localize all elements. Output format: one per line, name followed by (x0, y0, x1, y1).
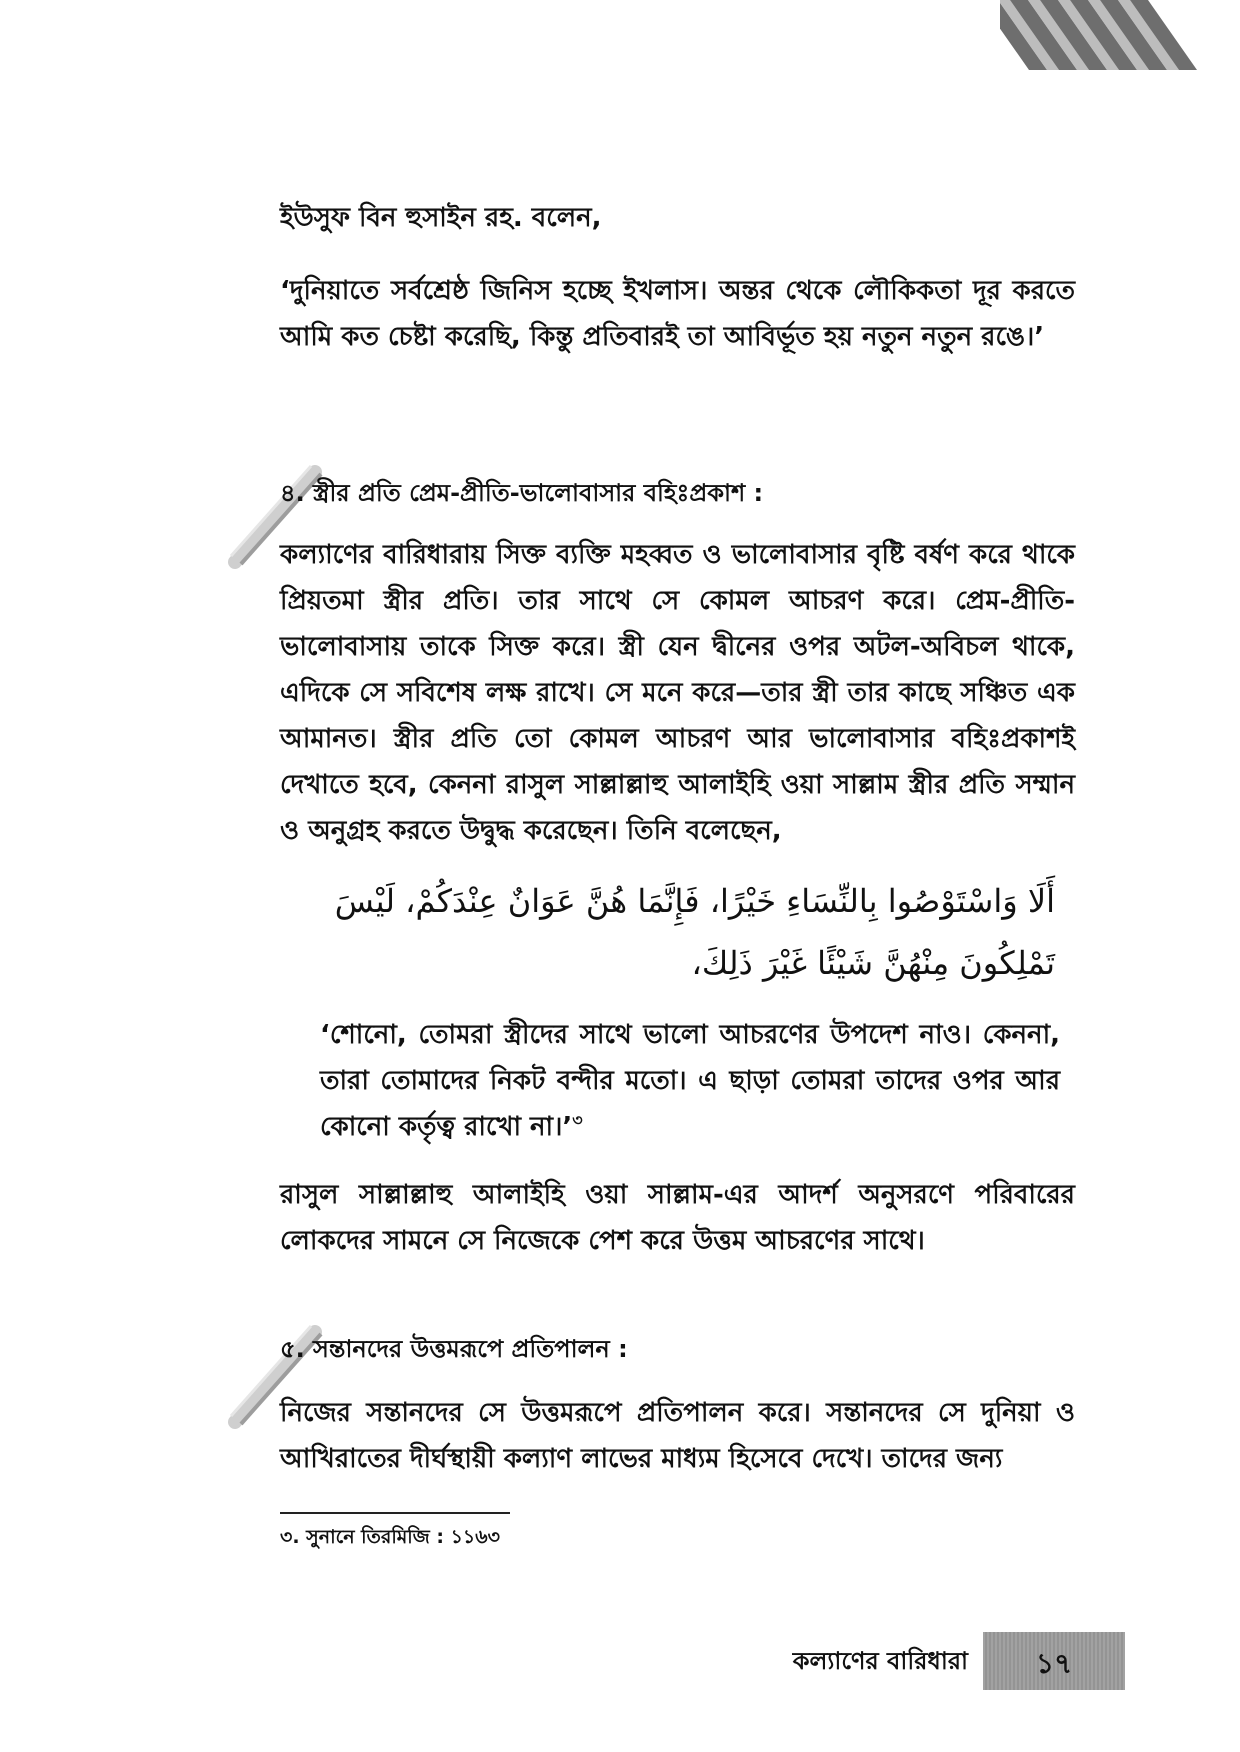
section-4-body (280, 532, 1075, 854)
hadith-translation-text: ‘শোনো, তোমরা স্ত্রীদের সাথে ভালো আচরণের উপদেশ নাও। কেননা, তারা তোমাদের নিকট বন্দীর মতো। এ ছাড়া তোমরা তাদের ওপর আর কোনো কর্তৃত্ব রাখো না।’ (320, 1020, 1060, 1142)
section-4-heading: ৪. স্ত্রীর প্রতি প্রেম-প্রীতি-ভালোবাসার বহিঃপ্রকাশ : (280, 479, 764, 507)
arabic-hadith: أَلَا وَاسْتَوْصُوا بِالنِّسَاءِ خَيْرًا، فَإِنَّمَا هُنَّ عَوَانٌ عِنْدَكُمْ، لَيْسَ تَمْلِكُونَ مِنْهُنَّ شَيْئًا غَيْرَ ذَلِكَ، (334, 882, 1055, 982)
hadith-translation (320, 1012, 1060, 1150)
footnote-ref[interactable]: ৩ (572, 1110, 583, 1130)
page-number: ১৭ (1035, 1647, 1073, 1680)
footnote-divider (280, 1512, 510, 1514)
section-5-body (280, 1390, 1075, 1482)
quote-ikhlas-text: ‘দুনিয়াতে সর্বশ্রেষ্ঠ জিনিস হচ্ছে ইখলাস। অন্তর থেকে লৌকিকতা দূর করতে আমি কত চেষ্টা করেছি, কিন্তু প্রতিবারই তা আবির্ভূত হয় নতুন নতুন রঙে।’ (280, 276, 1075, 352)
running-footer-title: কল্যাণের বারিধারা (792, 1647, 968, 1675)
corner-stripes (1000, 0, 1240, 70)
section-4-closing-text: রাসুল সাল্লাল্লাহু আলাইহি ওয়া সাল্লাম-এর আদর্শ অনুসরণে পরিবারের লোকদের সামনে সে নিজেকে পেশ করে উত্তম আচরণের সাথে। (280, 1180, 1075, 1256)
intro-line: ইউসুফ বিন হুসাইন রহ. বলেন, (280, 203, 602, 233)
section-4-paragraph: কল্যাণের বারিধারায় সিক্ত ব্যক্তি মহব্বত ও ভালোবাসার বৃষ্টি বর্ষণ করে থাকে প্রিয়তমা স্ত্রীর প্রতি। তার সাথে সে কোমল আচরণ করে। প্রেম-প্রীতি-ভালোবাসায় তাকে সিক্ত করে। স্ত্রী যেন দ্বীনের ওপর অটল-অবিচল থাকে, এদিকে সে সবিশেষ লক্ষ রাখে। সে মনে করে—তার স্ত্রী তার কাছে সঞ্চিত এক আমানত। স্ত্রীর প্রতি তো কোমল আচরণ আর ভালোবাসার বহিঃপ্রকাশই দেখাতে হবে, কেননা রাসুল সাল্লাল্লাহু আলাইহি ওয়া সাল্লাম স্ত্রীর প্রতি সম্মান ও অনুগ্রহ করতে উদ্বুদ্ধ করেছেন। তিনি বলেছেন, (280, 540, 1075, 846)
quote-ikhlas (280, 268, 1075, 360)
page-number-box (983, 1632, 1125, 1690)
section-4-closing (280, 1172, 1075, 1264)
section-5-paragraph: নিজের সন্তানদের সে উত্তমরূপে প্রতিপালন করে। সন্তানদের সে দুনিয়া ও আখিরাতের দীর্ঘস্থায়ী কল্যাণ লাভের মাধ্যম হিসেবে দেখে। তাদের জন্য (280, 1398, 1075, 1474)
section-5-heading: ৫. সন্তানদের উত্তমরূপে প্রতিপালন : (280, 1335, 628, 1363)
footnote: ৩. সুনানে তিরমিজি : ১১৬৩ (280, 1526, 500, 1548)
